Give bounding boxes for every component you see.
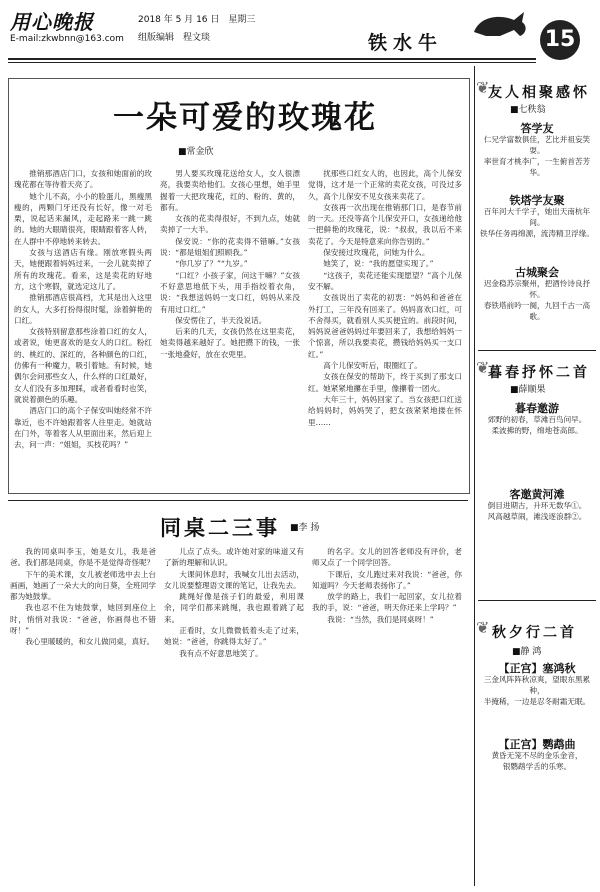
column-divider [474,66,475,886]
masthead-rule [8,58,536,60]
paragraph: 男人要买玫瑰花送给女人，女人很漂亮，我要卖给他们。女孩心里想，她手里握着一大把玫瑰花，红的、粉的、黄的，都有。 [160,169,300,212]
paragraph: 女孩说出了卖花的初衷：“妈妈和爸爸在外打工，三年没有回来了。妈妈喜欢口红，可不舍得买，就看别人买买便宜的。前段时间，妈妈说爸爸妈妈过年要回来了，我想给妈妈一个惊喜，所以我要卖花，攒钱给妈妈买一支口红。” [308,293,462,359]
paragraph: 的名字。女儿的回答老师没有评价，老师又点了一个同学回答。 [312,547,462,568]
paragraph: 我也忍不住为她鼓掌，她回到座位上时，悄悄对我说：“爸爸，你画得也不错呀！” [10,603,156,636]
poem-line: 铁华任务再绵源，流涛精卫浮缘。 [480,229,594,238]
paragraph: 后来的几天，女孩仍然在这里卖花，她卖得越来越好了。她把攒下的钱，一张一张地叠好，放在衣兜里。 [160,327,300,359]
bull-icon [470,6,530,42]
poem-line: 迟金稳苏宗聚州，把酒怜诗良抒怀。 [483,279,591,299]
sidebar-title: 秋夕行二首 [492,625,577,641]
leaf-icon: ❦ [476,618,490,637]
poem-title: 客邀黄河滩 [509,488,565,501]
paragraph: “你几岁了？”“九岁。” [175,259,248,269]
sidebar-title: 暮春抒怀二首 [488,365,590,381]
paragraph: 我心里暖暖的，和女儿做同桌，真好。 [25,637,155,647]
article-title: 一朵可爱的玫瑰花 [113,100,377,136]
email-address: E-mail:zkwbnn@163.com [10,34,124,44]
paragraph: 她笑了，说：“我的愿望实现了。” [323,259,434,269]
article-column-3 [308,168,462,490]
poem-body [480,206,594,239]
poem-line: 风高越草闹，滩浅逐浪群②。 [487,512,587,521]
sidebar-byline: ■静 鸿 [512,647,542,657]
editor-credit: 组版编辑 程文琰 [138,33,211,43]
sidebar-byline: ■薛顺果 [510,385,546,395]
paragraph: 我的同桌叫李玉，她是女儿，我是爸爸。我们都是同桌，你是不是觉得奇怪呢？ [10,547,156,568]
paragraph: 女孩特别留意那些涂着口红的女人，或者说，她更喜欢的是女人的口红。粉红的、桃红的、深红的，各种颜色的口红，仿佛有一种魔力，吸引着她。有时候，她偶尔会问那些女人，什么样的口红最好，女人们没有多加理睬，或者看看时也笑，就说着颜色的乐趣。 [14,327,152,404]
poem-title: 【正宫】鹦鹉曲 [498,738,576,751]
poem-body [480,500,594,522]
article-byline: ■常金欣 [178,147,214,157]
section-divider [8,500,468,501]
dateline: 2018 年 5 月 16 日 星期三 [138,15,256,25]
poem-body [480,750,594,772]
paragraph: 女孩的花卖得很好，不到九点，她就卖掉了一大半。 [160,214,300,235]
poem-line: 仁兄学富数俱佳，艺比并祖妄笑耍。 [483,135,591,155]
poem-title: 【正宫】塞鸿秋 [498,662,576,675]
paragraph: 跳绳好像是孩子们的最爱，利用课余，同学们都来跳绳，我也跟着跳了起来。 [164,592,304,624]
poem-line: 黄昏无笼不尽的金乐金音， [491,751,583,760]
sidebar-divider [478,600,596,601]
poem-title: 古城聚会 [515,266,559,279]
poem-line: 银鹦鹉学舌的乐寒。 [502,762,572,771]
paragraph: 女孩与送酒店有缘。刚放寒假头两天，她便跟着妈妈过来，一会儿就卖掉了所有的玫瑰花。看来，这是卖花的好地方，这个寒假，就选定这儿了。 [14,248,152,291]
paragraph: 女孩在保安的帮助下，终于买到了那支口红。她紧紧地攥在手里，像攥着一团火。 [308,372,462,393]
poem-body [480,134,594,178]
poem-line: 郊野的初春，草滩百鸟问早。 [487,415,587,424]
poem-line: 百年河大千学子，她出天南杭年间。 [483,207,591,227]
paragraph: 保安接过玫瑰花，问她为什么。 [323,248,430,258]
poem-title: 答学友 [520,122,554,135]
sidebar-title: 友人相聚感怀 [488,85,590,101]
paragraph: 她个儿不高，小小的脸蛋儿，黑瘦黑瘦的，两颗门牙还没有长好，像一对毛栗，说起话来漏风，走起路来一跳一跳的。她的大眼睛很亮，眼睛跟着客人转，在人群中不停地转来转去。 [14,191,152,246]
paragraph: 我有点不好意思地笑了。 [179,648,263,658]
paragraph: 儿点了点头。或许她对家的味道又有了新的理解和认识。 [164,547,304,568]
poem-title: 铁塔学友聚 [509,194,565,207]
paragraph: 高个儿保安听后，眼圈红了。 [323,361,422,371]
page-number: 15 [540,20,580,60]
paragraph: 放学的路上，我们一起回家，女儿拉着我的手，说：“爸爸，明天你还来上学吗？” [312,592,462,613]
leaf-icon: ❦ [476,78,490,97]
article-column-1 [10,546,156,888]
poem-line: 半掩稀，一边是忍冬耐霜无眠。 [483,697,591,706]
poem-line: 率世育才桃李广，一生俯首苦芳华。 [483,157,591,177]
paragraph: 女孩再一次出现在推销那门口，是春节前的一天。还没等高个儿保安开口，女孩递给他一把鲜艳的玫瑰花，说：“叔叔，我以后不来卖花了。今天是特意来向你告别的。” [308,202,462,246]
article-column-2 [160,168,300,490]
paragraph: 保安愣住了，半天没说话。 [175,315,267,325]
article-column-3 [312,546,462,888]
paragraph: 推销那酒店很高档，尤其是出入这里的女人，大多打扮得很时髦，涂着鲜艳的口红。 [14,293,152,325]
article-title: 同桌二三事 [160,515,280,540]
poem-title: 暮春邀游 [515,402,559,415]
paragraph: 正看时，女儿微微低着头走了过来，她说：“爸爸，你跳得太好了。” [164,626,304,647]
sidebar-byline: ■七秩翁 [510,105,546,115]
poem-line: 柔波拂的野，绵地苍高郎。 [491,426,583,435]
paragraph: 推销那酒店门口，女孩和她面前的玫瑰花都在等待着天亮了。 [14,169,152,190]
paragraph: 大年三十，妈妈回家了。当女孩把口红送给妈妈时，妈妈哭了，把女孩紧紧地搂在怀里…… [308,394,462,427]
paragraph: 保安说：“你的花卖得不错嘛。”女孩说：“都是姐姐们照顾我。” [160,236,300,258]
article-column-2 [164,546,304,888]
article-column-1 [14,168,152,490]
poem-line: 春铁塔前吟一阕，九回千古一高歌。 [483,301,591,321]
paragraph: 大课间休息时，我喊女儿出去活动，女儿说要整理语文课的笔记，让我先去。 [164,569,304,590]
paragraph: 酒店门口的高个子保安叫她经常不许靠近，也不许她跟着客人往里走。她就站在门外，等着客人从里面出来，然后迎上去，问一声：“姐姐，买枝花吗？” [14,406,152,450]
paragraph: 下课后，女儿跑过来对我说：“爸爸，你知道吗？今天老师表扬你了。” [312,569,462,590]
paragraph: 下午的美术课，女儿被老师选中去上台画画，她画了一朵大大的向日葵，全班同学都为她鼓掌。 [10,569,156,602]
article-byline: ■李 扬 [290,523,320,533]
paragraph: “口红？小孩子家，问这干嘛？”女孩不好意思地低下头，用手指绞着衣角，说：“我想送妈妈一支口红，妈妈从来没有用过口红。” [160,270,300,314]
section-name: 铁水牛 [368,32,444,54]
paragraph: “这孩子，卖花还能实现愿望？”高个儿保安不解。 [308,270,462,291]
poem-line: 三金风阵阵秋凉爽，望眼东黑累种， [483,675,591,695]
paragraph: 我说：“当然，我们是同桌呀！” [327,614,434,624]
poem-body [480,674,594,707]
leaf-icon: ❦ [476,358,490,377]
newspaper-logo: 用心晚报 [10,10,94,34]
masthead-rule-thin [8,62,536,63]
sidebar-divider [478,350,596,351]
poem-body [480,414,594,436]
poem-line: 倒目进期古，升环无数华①。 [487,501,587,510]
paragraph: 扰那些口红女人的，也因此，高个儿保安觉得，这才是一个正常的卖花女孩，可没过多久，高个儿保安不见女孩来卖花了。 [308,169,462,201]
poem-body [480,278,594,322]
